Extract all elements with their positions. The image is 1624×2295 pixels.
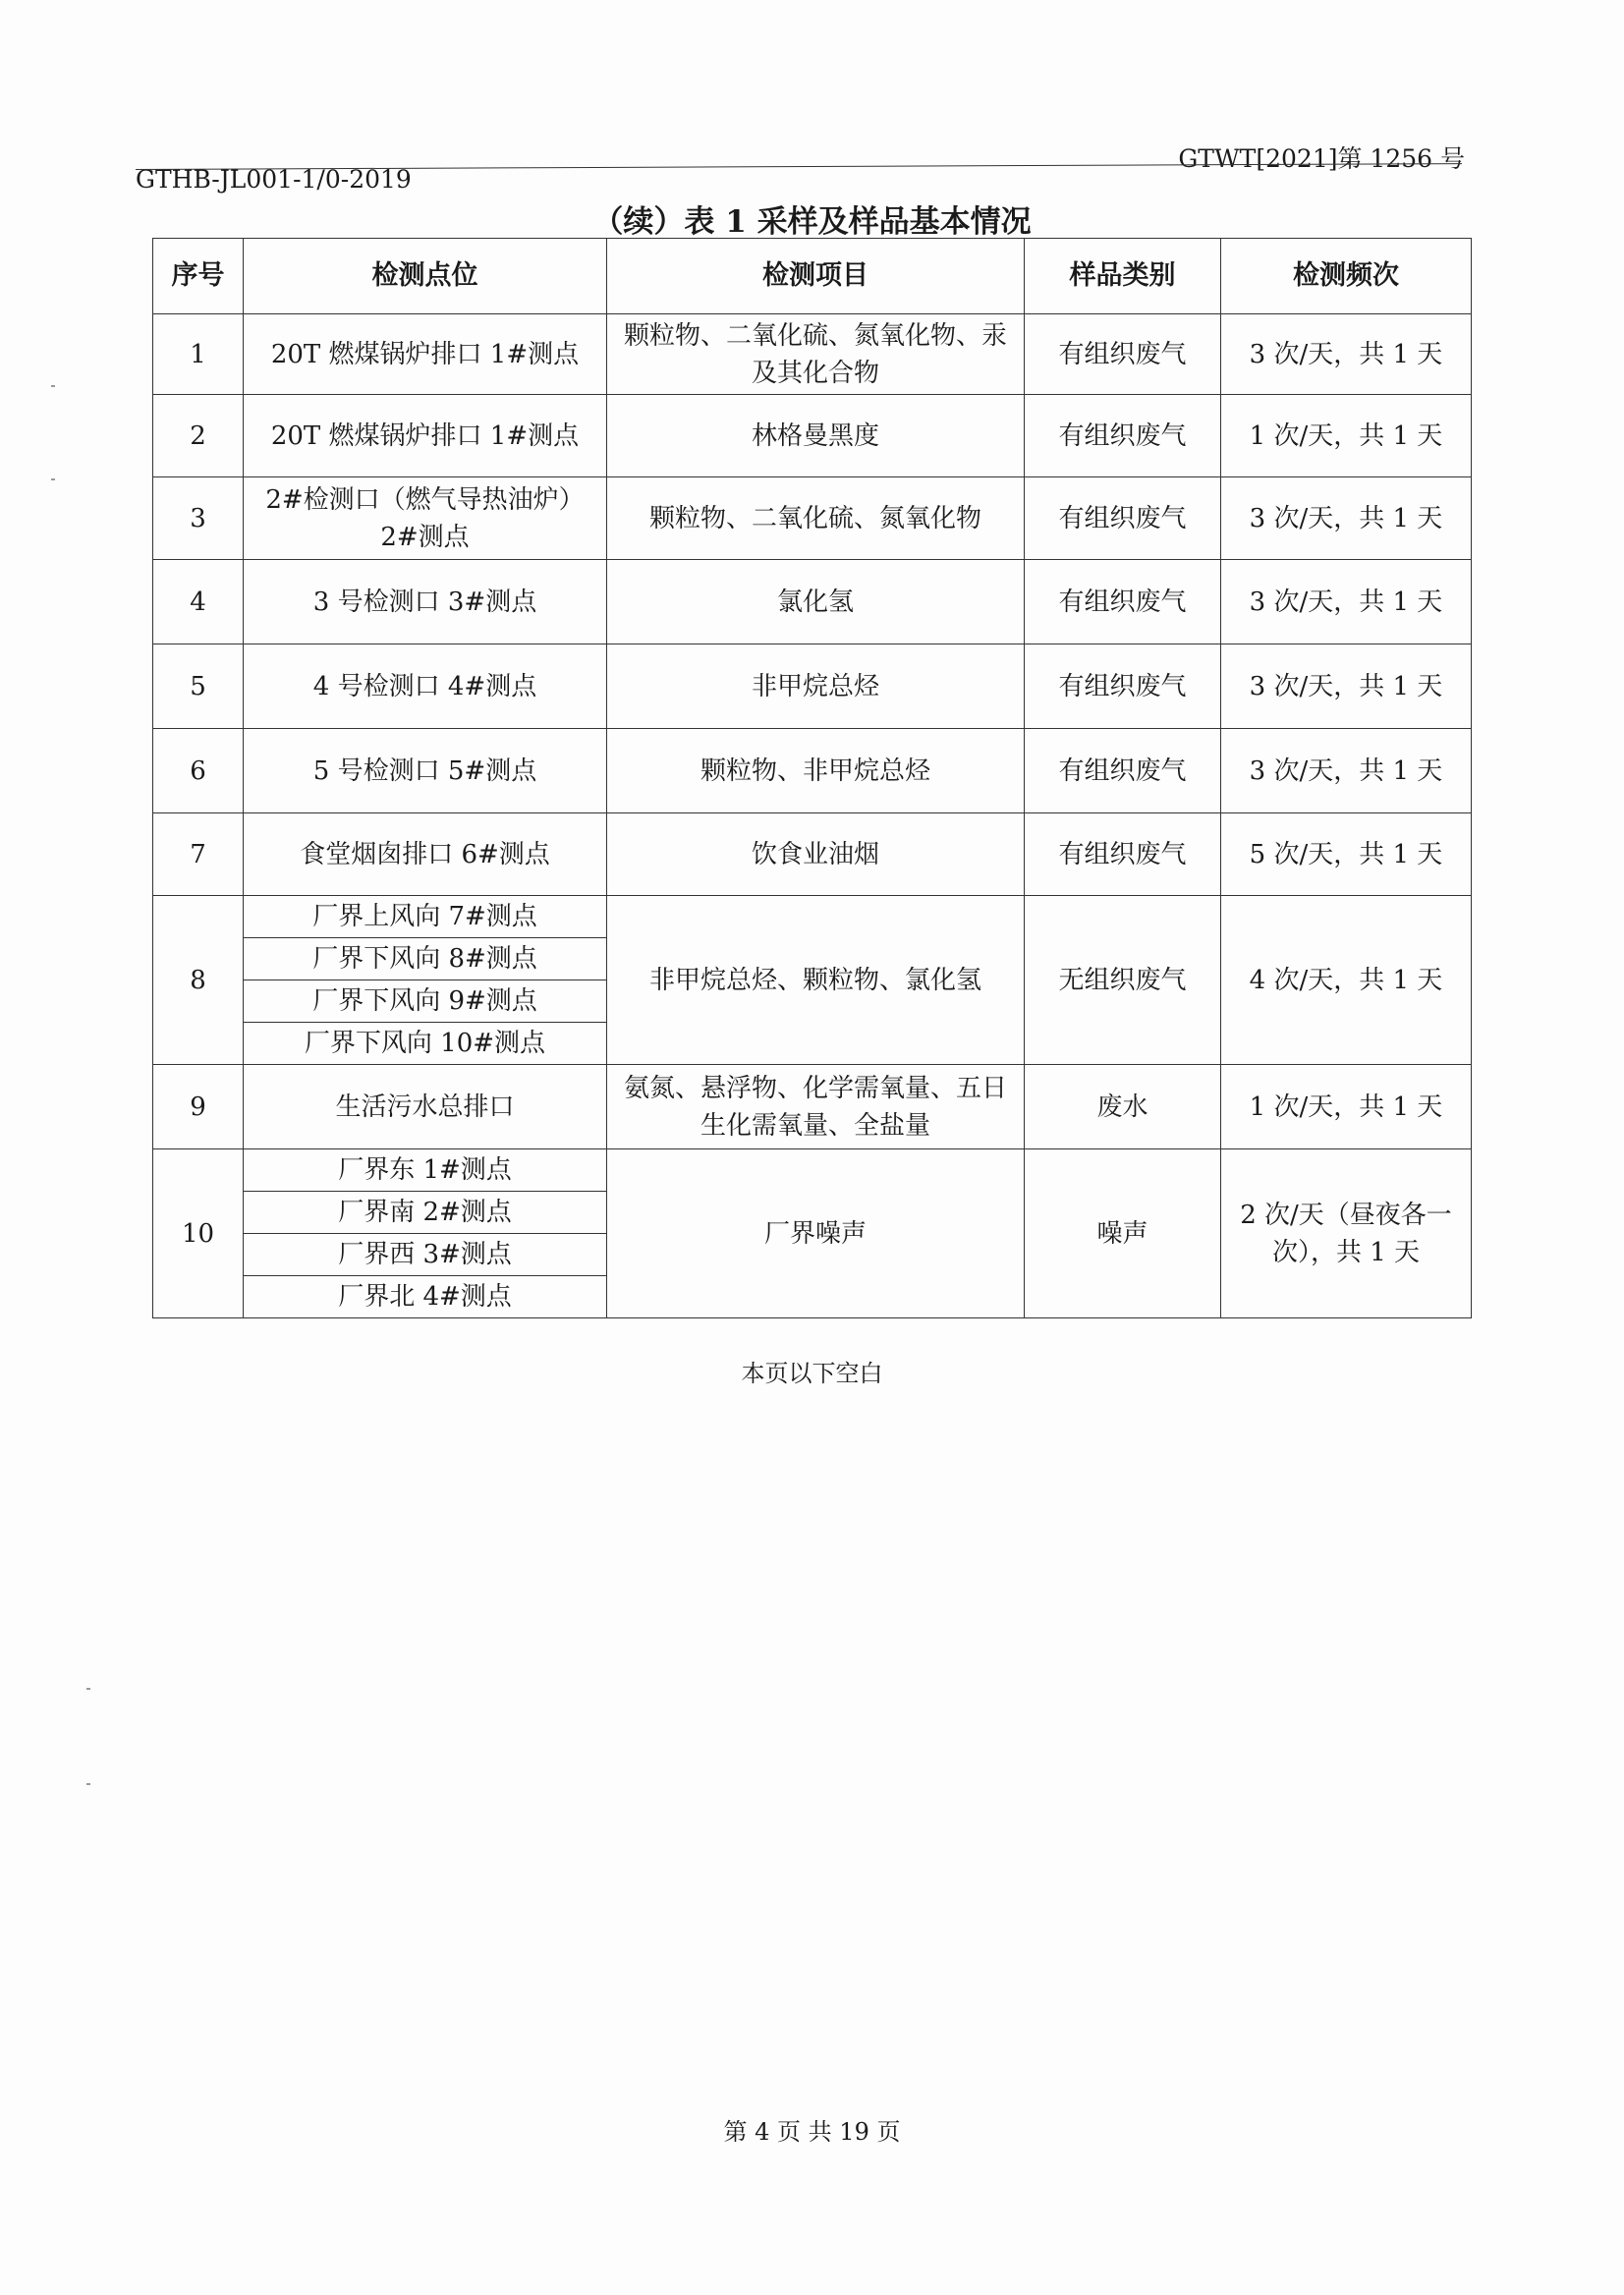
cell-category: 有组织废气: [1025, 729, 1221, 813]
cell-category: 噪声: [1025, 1149, 1221, 1318]
cell-category: 有组织废气: [1025, 314, 1221, 395]
cell-point: 4 号检测口 4#测点: [244, 644, 607, 729]
cell-category: 有组织废气: [1025, 477, 1221, 560]
cell-frequency: 4 次/天，共 1 天: [1221, 896, 1472, 1065]
table-row: [153, 813, 1472, 896]
cell-point: 20T 燃煤锅炉排口 1#测点: [244, 395, 607, 477]
cell-item: 氯化氢: [607, 560, 1025, 644]
scan-speck: [86, 1688, 90, 1690]
cell-category: 有组织废气: [1025, 813, 1221, 896]
table-row: [153, 477, 1472, 560]
cell-point: 2#检测口（燃气导热油炉）2#测点: [244, 477, 607, 560]
cell-frequency: 3 次/天，共 1 天: [1221, 560, 1472, 644]
col-header-no: 序号: [153, 239, 244, 314]
col-header-item: 检测项目: [607, 239, 1025, 314]
cell-frequency: 2 次/天（昼夜各一次），共 1 天: [1221, 1149, 1472, 1318]
cell-point: 20T 燃煤锅炉排口 1#测点: [244, 314, 607, 395]
cell-no: 8: [153, 896, 244, 1065]
table-header-row: [153, 239, 1472, 314]
cell-point: 5 号检测口 5#测点: [244, 729, 607, 813]
cell-point: 食堂烟囱排口 6#测点: [244, 813, 607, 896]
form-code: GTHB-JL001-1/0-2019: [136, 165, 412, 194]
table-title: （续）表 1 采样及样品基本情况: [592, 204, 1032, 240]
col-header-point: 检测点位: [244, 239, 607, 314]
table-row: [153, 395, 1472, 477]
cell-no: 5: [153, 644, 244, 729]
blank-below-note: 本页以下空白: [741, 1360, 883, 1387]
table-row: [153, 314, 1472, 395]
cell-item: 饮食业油烟: [607, 813, 1025, 896]
cell-no: 9: [153, 1065, 244, 1149]
cell-item: 非甲烷总烃: [607, 644, 1025, 729]
cell-point: 厂界下风向 8#测点: [244, 938, 607, 980]
cell-point: 厂界下风向 10#测点: [244, 1023, 607, 1065]
cell-category: 有组织废气: [1025, 644, 1221, 729]
cell-point: 厂界东 1#测点: [244, 1149, 607, 1192]
cell-no: 1: [153, 314, 244, 395]
cell-no: 7: [153, 813, 244, 896]
cell-item: 氨氮、悬浮物、化学需氧量、五日生化需氧量、全盐量: [607, 1065, 1025, 1149]
cell-point: 厂界西 3#测点: [244, 1234, 607, 1276]
col-header-frequency: 检测频次: [1221, 239, 1472, 314]
cell-point: 厂界下风向 9#测点: [244, 980, 607, 1023]
table-row: [153, 1149, 1472, 1192]
table-row: [153, 1065, 1472, 1149]
cell-category: 有组织废气: [1025, 395, 1221, 477]
col-header-category: 样品类别: [1025, 239, 1221, 314]
cell-point: 厂界上风向 7#测点: [244, 896, 607, 938]
cell-item: 厂界噪声: [607, 1149, 1025, 1318]
cell-item: 颗粒物、二氧化硫、氮氧化物: [607, 477, 1025, 560]
scan-speck: [51, 385, 55, 387]
scan-speck: [51, 478, 55, 480]
cell-category: 无组织废气: [1025, 896, 1221, 1065]
cell-frequency: 1 次/天，共 1 天: [1221, 395, 1472, 477]
cell-point: 厂界北 4#测点: [244, 1276, 607, 1318]
cell-frequency: 3 次/天，共 1 天: [1221, 477, 1472, 560]
cell-item: 颗粒物、非甲烷总烃: [607, 729, 1025, 813]
cell-frequency: 3 次/天，共 1 天: [1221, 644, 1472, 729]
cell-frequency: 3 次/天，共 1 天: [1221, 729, 1472, 813]
table-row: [153, 729, 1472, 813]
cell-frequency: 5 次/天，共 1 天: [1221, 813, 1472, 896]
cell-frequency: 1 次/天，共 1 天: [1221, 1065, 1472, 1149]
cell-item: 林格曼黑度: [607, 395, 1025, 477]
cell-point: 生活污水总排口: [244, 1065, 607, 1149]
cell-frequency: 3 次/天，共 1 天: [1221, 314, 1472, 395]
cell-point: 3 号检测口 3#测点: [244, 560, 607, 644]
cell-point: 厂界南 2#测点: [244, 1192, 607, 1234]
cell-category: 废水: [1025, 1065, 1221, 1149]
table-row: [153, 896, 1472, 938]
table-row: [153, 644, 1472, 729]
cell-item: 颗粒物、二氧化硫、氮氧化物、汞及其化合物: [607, 314, 1025, 395]
table-row: [153, 560, 1472, 644]
cell-no: 10: [153, 1149, 244, 1318]
cell-no: 2: [153, 395, 244, 477]
cell-no: 3: [153, 477, 244, 560]
cell-item: 非甲烷总烃、颗粒物、氯化氢: [607, 896, 1025, 1065]
cell-no: 4: [153, 560, 244, 644]
page-number: 第 4 页 共 19 页: [723, 2118, 901, 2146]
scan-speck: [86, 1783, 90, 1785]
sampling-table: [152, 238, 1472, 1318]
cell-no: 6: [153, 729, 244, 813]
report-number: GTWT[2021]第 1256 号: [1178, 144, 1465, 173]
cell-category: 有组织废气: [1025, 560, 1221, 644]
